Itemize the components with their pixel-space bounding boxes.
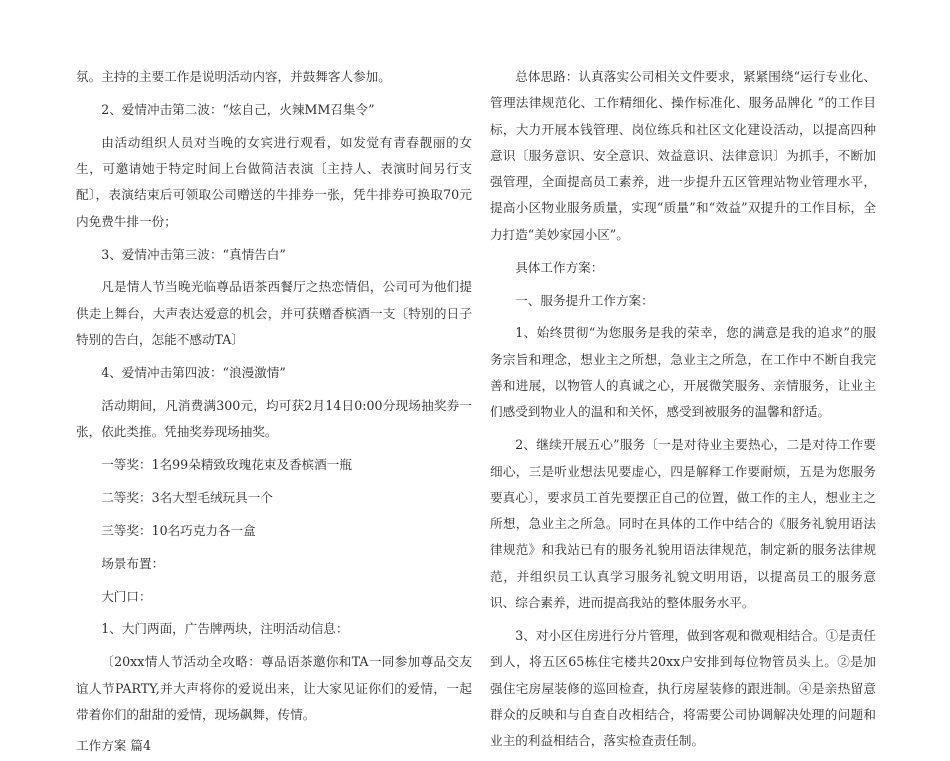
paragraph: 2、爱情冲击第二波：“炫自己，火辣MM召集令” <box>101 101 375 117</box>
paragraph: 总体思路：认真落实公司相关文件要求，紧紧围绕“运行专业化、管理法律规范化、工作精细化、操作标准化、服务品牌化 ”的工作目标，大力开展本钱管理、岗位练兵和社区文化建设活动，以提高四种意识〔服务意识、安全意识、效益意识、法律意识〕为抓手，不断加强管理，全面提高员工素养，进一步提升五区管理站物业管理水平，提高小区物业服务质量，实现“质量”和“效益”双提升的工作目标，全力打造“美妙家园小区”。 <box>490 69 876 242</box>
paragraph: 具体工作方案： <box>515 259 604 275</box>
right-column <box>490 64 876 761</box>
paragraph: 1、始终贯彻“为您服务是我的荣幸，您的满意是我的追求”的服务宗旨和理念，想业主之所想，急业主之所急，在工作中不断自我完善和进展，以物管人的真诚之心，开展微笑服务、亲情服务，让业主们感受到物业人的温和和关怀，感受到被服务的温馨和舒适。 <box>490 325 876 420</box>
paragraph: 由活动组织人员对当晚的女宾进行观看，如发觉有青春靓丽的女生，可邀请她于特定时间上台做简洁表演〔主持人、表演时间另行支配〕，表演结束后可领取公司赠送的牛排券一张，凭牛排券可换取70元内免费牛排一份； <box>76 134 472 229</box>
paragraph: 场景布置： <box>101 555 165 571</box>
paragraph: 2、继续开展五心”服务〔一是对待业主要热心，二是对待工作要细心，三是听业想法见要虚心，四是解释工作要耐烦，五是为您服务要真心〕，要求员工首先要摆正自己的位置，做工作的主人，想业主之所想，急业主之所急。同时在具体的工作中结合的《服务礼貌用语法律规范》和我站已有的服务礼貌用语法律规范，制定新的服务法律规范，并组织员工认真学习服务礼貌文明用语，以提高员工的服务意识、综合素养，进而提高我站的整体服务水平。 <box>490 437 876 611</box>
paragraph: 3、对小区住房进行分片管理，做到客观和微观相结合。①是责任到人，将五区65栋住宅楼共20xx户安排到每位物管员头上。②是加强住宅房屋装修的巡回检查，执行房屋装修的跟进制。④是亲热留意群众的反映和与自查自改相结合，将需要公司协调解决处理的问题和业主的利益相结合，落实检查责任制。 <box>490 627 876 749</box>
section-footer: 工作方案 篇4 <box>76 737 151 753</box>
paragraph: 3、爱情冲击第三波：“真情告白” <box>101 246 286 262</box>
paragraph: 1、大门两面，广告牌两块，注明活动信息： <box>101 621 349 637</box>
paragraph: 氛。主持的主要工作是说明活动内容，并鼓舞客人参加。 <box>76 69 391 84</box>
paragraph: 二等奖：3名大型毛绒玩具一个 <box>101 489 273 505</box>
left-column <box>76 64 472 757</box>
paragraph: 〔20xx情人节活动全攻略：尊品语茶邀你和TA一同参加尊品交友谊人节PARTY,并大声将你的爱说出来，让大家见证你们的爱情，一起带着你们的甜甜的爱情，现场飙舞，传情。 <box>76 654 472 722</box>
paragraph: 一、服务提升工作方案： <box>515 292 654 308</box>
paragraph: 活动期间，凡消费满300元，均可获2月14日0:00分现场抽奖券一张，依此类推。凭抽奖券现场抽奖。 <box>76 397 472 440</box>
paragraph: 三等奖：10名巧克力各一盒 <box>101 522 256 538</box>
paragraph: 凡是情人节当晚光临尊品语茶西餐厅之热恋情侣，公司可为他们提供走上舞台，大声表达爱意的机会，并可获赠香槟酒一支〔特别的日子特别的告白，怎能不感动TA〕 <box>76 279 472 348</box>
paragraph: 4、爱情冲击第四波：“浪漫激情” <box>101 364 286 380</box>
paragraph: 一等奖：1名99朵精致玫瑰花束及香槟酒一瓶 <box>101 457 352 473</box>
paragraph: 大门口： <box>101 588 152 604</box>
